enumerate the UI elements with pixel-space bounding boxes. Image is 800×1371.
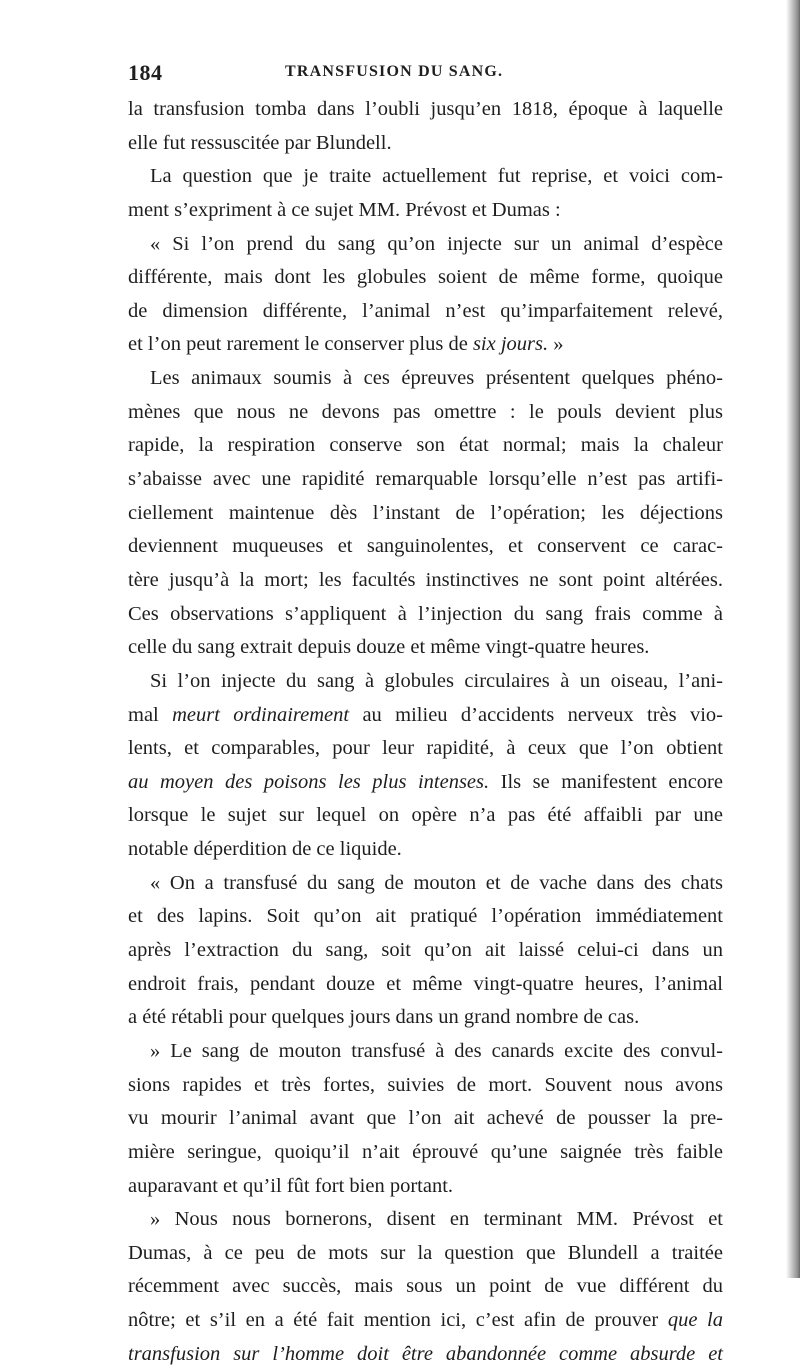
text-line: lorsque le sujet sur lequel on opère n’a pas été affaibli par une — [128, 804, 723, 827]
text-line: tère jusqu’à la mort; les facultés instinctives ne sont point altérées. — [128, 568, 723, 591]
italic-text: meurt ordinairement — [172, 703, 350, 726]
text-line: nôtre; et s’il en a été fait mention ici, c’est afin de prouver que la — [128, 1309, 723, 1332]
text-line: Les animaux soumis à ces épreuves présentent quelques phéno- — [150, 367, 723, 390]
text-line: celle du sang extrait depuis douze et même vingt-quatre heures. — [128, 636, 650, 659]
text-line: ment s’expriment à ce sujet MM. Prévost et Dumas : — [128, 198, 561, 221]
text-line: Ces observations s’appliquent à l’injection du sang frais comme à — [128, 602, 723, 625]
page-edge-shadow — [786, 0, 800, 1278]
text-line: au moyen des poisons les plus intenses. Ils se manifestent encore — [128, 770, 723, 793]
text-line: de dimension différente, l’animal n’est qu’imparfaitement relevé, — [128, 299, 723, 322]
text-line: endroit frais, pendant douze et même vingt-quatre heures, l’animal — [128, 972, 723, 995]
text-line: « On a transfusé du sang de mouton et de vache dans des chats — [150, 871, 723, 894]
running-title: TRANSFUSION DU SANG. — [285, 63, 504, 80]
italic-text: au moyen des poisons les plus intenses. — [128, 770, 490, 793]
text-line: s’abaisse avec une rapidité remarquable lorsqu’elle n’est pas artifi- — [128, 468, 723, 491]
text-line: elle fut ressuscitée par Blundell. — [128, 131, 392, 154]
text-line: récemment avec succès, mais sous un point de vue différent du — [128, 1275, 723, 1298]
text-line: Si l’on injecte du sang à globules circulaires à un oiseau, l’ani- — [150, 669, 723, 692]
text-line: Dumas, à ce peu de mots sur la question que Blundell a traitée — [128, 1241, 723, 1264]
text-line: et l’on peut rarement le conserver plus de six jours. » — [128, 333, 564, 356]
text-line: la transfusion tomba dans l’oubli jusqu’en 1818, époque à laquelle — [128, 98, 723, 120]
text-line: lents, et comparables, pour leur rapidité, à ceux que l’on obtient — [128, 737, 723, 760]
text-line: mière seringue, quoiqu’il n’ait éprouvé qu’une saignée très faible — [128, 1140, 723, 1163]
text-line: » Le sang de mouton transfusé à des canards excite des convul- — [150, 1039, 723, 1062]
text-line: mal meurt ordinairement au milieu d’accidents nerveux très vio- — [128, 703, 723, 726]
italic-text: que la — [667, 1309, 723, 1332]
text-line: vu mourir l’animal avant que l’on ait achevé de pousser la pre- — [128, 1107, 723, 1130]
text-line: après l’extraction du sang, soit qu’on ait laissé celui-ci dans un — [128, 939, 723, 962]
text-line: mènes que nous ne devons pas omettre : le pouls devient plus — [128, 400, 723, 423]
text-line: sions rapides et très fortes, suivies de mort. Souvent nous avons — [128, 1073, 723, 1096]
text-line — [128, 1338, 723, 1371]
text-line: auparavant et qu’il fût fort bien portant. — [128, 1174, 454, 1197]
text-line: ciellement maintenue dès l’instant de l’opération; les déjections — [128, 501, 723, 524]
italic-text: transfusion sur l’homme doit être abandonnée comme absurde et — [128, 1342, 723, 1365]
text-line: notable déperdition de ce liquide. — [128, 838, 402, 861]
text-line: rapide, la respiration conserve son état normal; mais la chaleur — [128, 434, 723, 457]
body-text — [128, 93, 723, 1371]
page-header — [128, 60, 723, 84]
text-line: « Si l’on prend du sang qu’on injecte sur un animal d’espèce — [150, 232, 723, 255]
page-number: 184 — [128, 60, 163, 85]
text-line: différente, mais dont les globules soient de même forme, quoique — [128, 266, 723, 289]
italic-text: six jours. — [472, 333, 549, 356]
text-line: La question que je traite actuellement fut reprise, et voici com- — [150, 165, 723, 188]
text-line: et des lapins. Soit qu’on ait pratiqué l’opération immédiatement — [128, 905, 723, 928]
text-line: deviennent muqueuses et sanguinolentes, et conservent ce carac- — [128, 535, 723, 558]
text-line: a été rétabli pour quelques jours dans un grand nombre de cas. — [128, 1006, 640, 1029]
text-line: » Nous nous bornerons, disent en terminant MM. Prévost et — [150, 1208, 723, 1231]
